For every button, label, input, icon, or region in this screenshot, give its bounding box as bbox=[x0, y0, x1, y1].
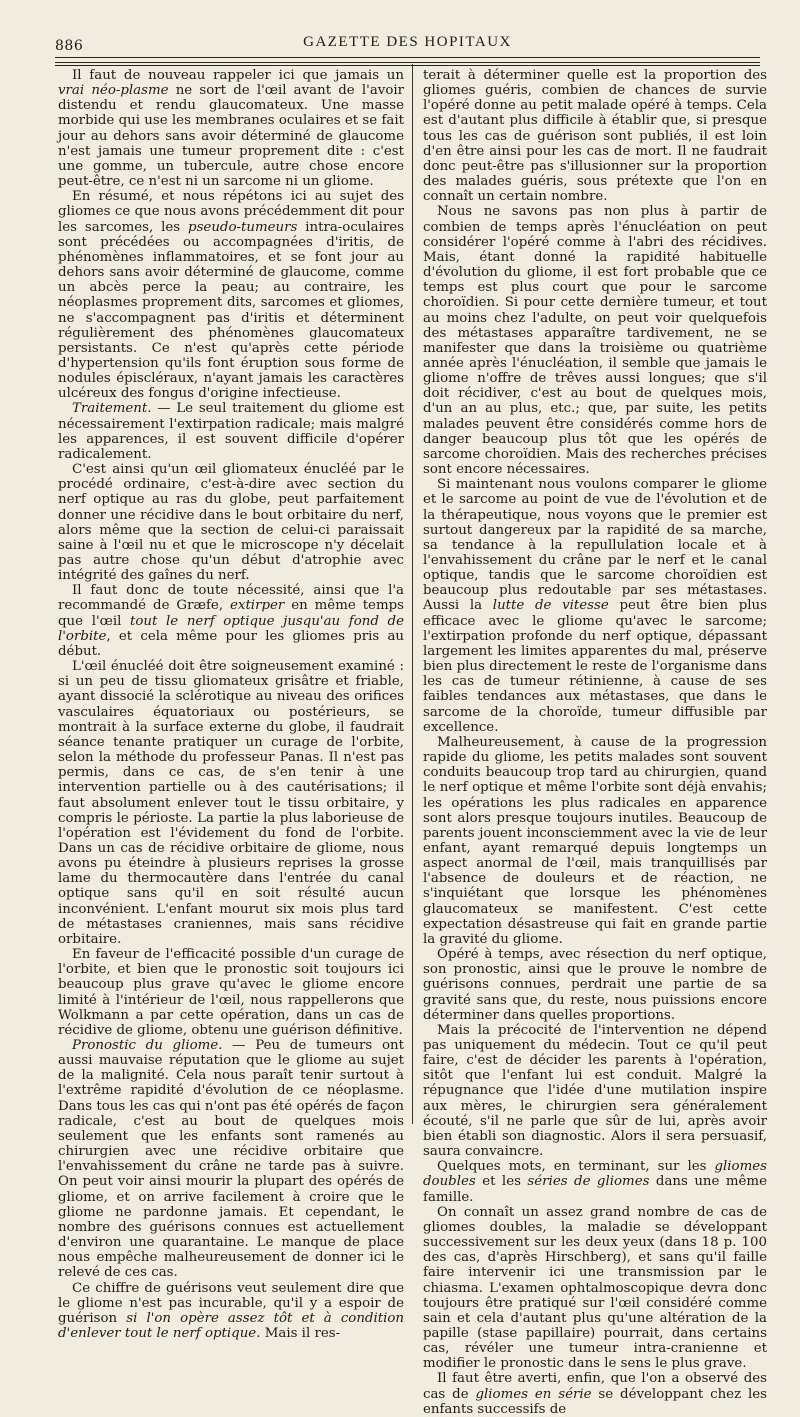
header-rule bbox=[55, 57, 760, 58]
column-divider bbox=[412, 64, 413, 1124]
paragraph bbox=[58, 583, 404, 659]
paragraph-text: — Le seul traitement du gliome est nécessairement l'extirpation radicale; mais malgré les apparences, il est souvent difficile d'opérer radicalement. bbox=[58, 401, 404, 462]
paragraph-text: Il faut donc de toute nécessité, ainsi que l'a recommandé de Græfe, bbox=[58, 583, 404, 614]
right-column bbox=[423, 68, 767, 1417]
paragraph-text: . Mais il res- bbox=[256, 1325, 341, 1341]
left-column bbox=[58, 68, 404, 1341]
paragraph-text: se développant chez les enfants successifs de bbox=[423, 1386, 767, 1417]
paragraph bbox=[423, 735, 767, 947]
italic-text: vrai néo-plasme bbox=[58, 83, 169, 99]
paragraph bbox=[58, 1281, 404, 1342]
italic-text: lutte de vitesse bbox=[492, 598, 609, 614]
paragraph bbox=[423, 947, 767, 1023]
paragraph-text: En faveur de l'efficacité possible d'un curage de l'orbite, et bien que le pronostic soit toujours ici beaucoup plus grave qu'avec le gliome encore limité à l'intérieur de l'œil, nous rappellerons que Wolkmann a par cette opération, dans un cas de récidive de gliome, obtenu une guérison définitive. bbox=[58, 947, 404, 1038]
page-header bbox=[55, 32, 760, 54]
paragraph bbox=[58, 189, 404, 401]
paragraph-text: Si maintenant nous voulons comparer le gliome et le sarcome au point de vue de l'évolution et de la thérapeutique, nous voyons que le premier est surtout dangereux par la rapidité de sa marche, sa tendance à la repullulation locale et à l'envahissement du crâne par le nerf et le canal optique, tandis que le sarcome choroïdien est beaucoup plus redoutable par ses métastases. Aussi la bbox=[423, 477, 767, 614]
paragraph-text: Opéré à temps, avec résection du nerf optique, son pronostic, ainsi que le prouve le nombre de guérisons connues, perdrait une partie de sa gravité sans que, du reste, nous puissions encore déterminer dans quelles proportions. bbox=[423, 947, 767, 1023]
italic-text: Pronostic du gliome. bbox=[72, 1038, 223, 1053]
paragraph bbox=[58, 659, 404, 947]
paragraph bbox=[58, 947, 404, 1038]
paragraph-text: et les bbox=[475, 1174, 528, 1190]
paragraph-text: Il faut être averti, enfin, que l'on a observé des cas de bbox=[423, 1371, 767, 1402]
paragraph bbox=[423, 477, 767, 735]
paragraph-text: en même temps que l'œil bbox=[58, 598, 404, 629]
paragraph-text: Nous ne savons pas non plus à partir de combien de temps après l'énucléation on peut considérer l'opéré comme à l'abri des récidives. Mais, étant donné la rapidité habituelle d'évolution du gliome, il est fort probable que ce temps est plus court que pour le sarcome choroïdien. Si pour cette dernière tumeur, et tout au moins chez l'adulte, on peut voir quelquefois des métastases apparaître tardivement, ne se manifester que dans la troisième ou quatrième année après l'énucléation, il semble que jamais le gliome n'offre de trêves aussi longues; que s'il doit récidiver, c'est au bout de quelques mois, d'un an au plus, etc.; que, par suite, les petits malades peuvent être considérés comme hors de danger beaucoup plus tôt que les opérés de sarcome choroïdien. Mais des recherches précises sont encore nécessaires. bbox=[423, 204, 767, 478]
italic-text: si l'on opère assez tôt et à condition d'enlever tout le nerf optique bbox=[58, 1310, 404, 1341]
italic-text: tout le nerf optique jusqu'au fond de l'orbite bbox=[58, 613, 404, 644]
paragraph-text: Mais la précocité de l'intervention ne dépend pas uniquement du médecin. Tout ce qu'il peut faire, c'est de décider les parents à l'opération, sitôt que l'enfant lui est conduit. Malgré la répugnance que l'idée d'une mutilation inspire aux mères, le chirurgien sera généralement écouté, s'il ne parle que sûr de lui, après avoir bien établi son diagnostic. Alors il sera persuasif, saura convaincre. bbox=[423, 1022, 767, 1160]
italic-text: Traitement. bbox=[72, 401, 152, 417]
paragraph-text: ne sort de l'œil avant de l'avoir distendu et rendu glaucomateux. Une masse morbide qui use les membranes oculaires et se fait jour au dehors sans avoir déterminé de glaucome n'est jamais une tumeur proprement dite : c'est une gomme, un tubercule, autre chose encore peut-être, ce n'est ni un sarcome ni un gliome. bbox=[58, 83, 404, 190]
page-number: 886 bbox=[55, 38, 84, 54]
paragraph-text: Il faut de nouveau rappeler ici que jamais un bbox=[72, 68, 404, 83]
italic-text: extirper bbox=[230, 598, 285, 614]
paragraph-text: Quelques mots, en terminant, sur les bbox=[437, 1159, 715, 1175]
italic-text: pseudo-tumeurs bbox=[188, 219, 298, 235]
header-double-rule bbox=[55, 62, 760, 66]
italic-text: séries de gliomes bbox=[527, 1174, 650, 1190]
paragraph-text: En résumé, et nous répétons ici au sujet des gliomes ce que nous avons précédemment dit pour les sarcomes, les bbox=[58, 189, 404, 235]
paragraph-text: Ce chiffre de guérisons veut seulement dire que le gliome n'est pas incurable, qu'il y a espoir de guérison bbox=[58, 1280, 404, 1326]
paragraph-text: peut être bien plus efficace avec le gliome qu'avec le sarcome; l'extirpation profonde du nerf optique, dépassant largement les limites apparentes du mal, préserve bien plus directement le reste de l'organisme dans les cas de tumeur rétinienne, à cause de ses faibles tendances aux métastases, que dans le sarcome de la choroïde, tumeur diffusible par excellence. bbox=[423, 598, 768, 735]
paragraph-text: terait à déterminer quelle est la proportion des gliomes guéris, combien de chances de survie l'opéré donne au petit malade opéré à temps. Cela est d'autant plus difficile à établir que, si presque tous les cas de guérison sont publiés, il est loin d'en être ainsi pour les cas de mort. Il ne faudrait donc peut-être pas s'illusionner sur la proportion des malades guéris, sous prétexte que l'on en connaît un certain nombre. bbox=[423, 68, 767, 205]
paragraph bbox=[423, 1023, 767, 1159]
paragraph bbox=[58, 1038, 404, 1281]
paragraph bbox=[58, 68, 404, 189]
paragraph-text: Malheureusement, à cause de la progression rapide du gliome, les petits malades sont souvent conduits beaucoup trop tard au chirurgien, quand le nerf optique et même l'orbite sont déjà envahis; les opérations les plus radicales en apparence sont alors presque toujours inutiles. Beaucoup de parents jouent inconsciemment avec la vie de leur enfant, ayant remarqué depuis longtemps un aspect anormal de l'œil, mais tranquillisés par l'absence de douleurs et de réaction, ne s'inquiétant que lorsque les phénomènes glaucomateux se manifestent. C'est cette expectation désastreuse qui fait en grande partie la gravité du gliome. bbox=[423, 734, 767, 947]
paragraph bbox=[423, 1205, 767, 1372]
paragraph bbox=[423, 68, 767, 204]
paragraph bbox=[423, 1159, 767, 1204]
journal-title: GAZETTE DES HOPITAUX bbox=[303, 34, 512, 50]
paragraph bbox=[423, 1371, 767, 1416]
paragraph-text: On connaît un assez grand nombre de cas de gliomes doubles, la maladie se développant successivement sur les deux yeux (dans 18 p. 100 des cas, d'après Hirschberg), et sans qu'il faille faire intervenir ici une transmission par le chiasma. L'examen ophtalmoscopique devra donc toujours être pratiqué sur l'œil considéré comme sain et cela d'autant plus qu'une altération de la papille (stase papillaire) pourrait, dans certains cas, révéler une tumeur intra-cranienne et modifier le pronostic dans le sens le plus grave. bbox=[423, 1204, 767, 1372]
paragraph-text: L'œil énucléé doit être soigneusement examiné : si un peu de tissu gliomateux grisâtre et friable, ayant dissocié la sclérotique au niveau des orifices vasculaires équatoriaux ou postérieurs, se montrait à la surface externe du globe, il faudrait séance tenante pratiquer un curage de l'orbite, selon la méthode du professeur Panas. Il n'est pas permis, dans ce cas, de s'en tenir à une intervention partielle ou à des cautérisations; il faut absolument enlever tout le tissu orbitaire, y compris le périoste. La partie la plus laborieuse de l'opération est l'évidement du fond de l'orbite. Dans un cas de récidive orbitaire de gliome, nous avons pu éteindre à plusieurs reprises la grosse lame du thermocautère dans l'entrée du canal optique sans qu'il en soit résulté aucun inconvénient. L'enfant mourut six mois plus tard de métastases craniennes, mais sans récidive orbitaire. bbox=[58, 659, 404, 947]
paragraph bbox=[58, 462, 404, 583]
paragraph-text: , et cela même pour les gliomes pris au début. bbox=[58, 628, 404, 659]
paragraph bbox=[423, 204, 767, 477]
paragraph-text: intra-oculaires sont précédées ou accompagnées d'iritis, de phénomènes inflammatoires, et se font jour au dehors sans avoir déterminé de glaucome, comme un abcès perce la peau; au contraire, les néoplasmes proprement dits, sarcomes et gliomes, ne s'accompagnent pas d'iritis et déterminent régulièrement des phénomènes glaucomateux persistants. Ce n'est qu'après cette période d'hypertension qu'ils font éruption sous forme de nodules épiscléraux, n'ayant jamais les caractères ulcéreux des fongus d'origine infectieuse. bbox=[58, 219, 404, 402]
paragraph-text: C'est ainsi qu'un œil gliomateux énucléé par le procédé ordinaire, c'est-à-dire avec section du nerf optique au ras du globe, peut parfaitement donner une récidive dans le bout orbitaire du nerf, alors même que la section de celui-ci paraissait saine à l'œil nu et que le microscope n'y décelait pas autre chose qu'un début d'atrophie avec intégrité des gaînes du nerf. bbox=[58, 462, 404, 584]
paragraph-text: dans une même famille. bbox=[423, 1174, 767, 1205]
italic-text: gliomes en série bbox=[475, 1386, 592, 1402]
paragraph-text: — Peu de tumeurs ont aussi mauvaise réputation que le gliome au sujet de la malignité. Cela nous paraît tenir surtout à l'extrême rapidité d'évolution de ce néoplasme. Dans tous les cas qui n'ont pas été opérés de façon radicale, c'est au bout de quelques mois seulement que les enfants sont ramenés au chirurgien avec une récidive orbitaire que l'envahissement du crâne ne tarde pas à suivre. On peut voir ainsi mourir la plupart des opérés de gliome, et on arrive facilement à croire que le gliome ne pardonne jamais. Et cependant, le nombre des guérisons connues est actuellement d'environ une quarantaine. Le manque de place nous empêche malheureusement de donner ici le relevé de ces cas. bbox=[58, 1038, 404, 1281]
italic-text: gliomes doubles bbox=[423, 1159, 767, 1190]
paragraph bbox=[58, 401, 404, 462]
